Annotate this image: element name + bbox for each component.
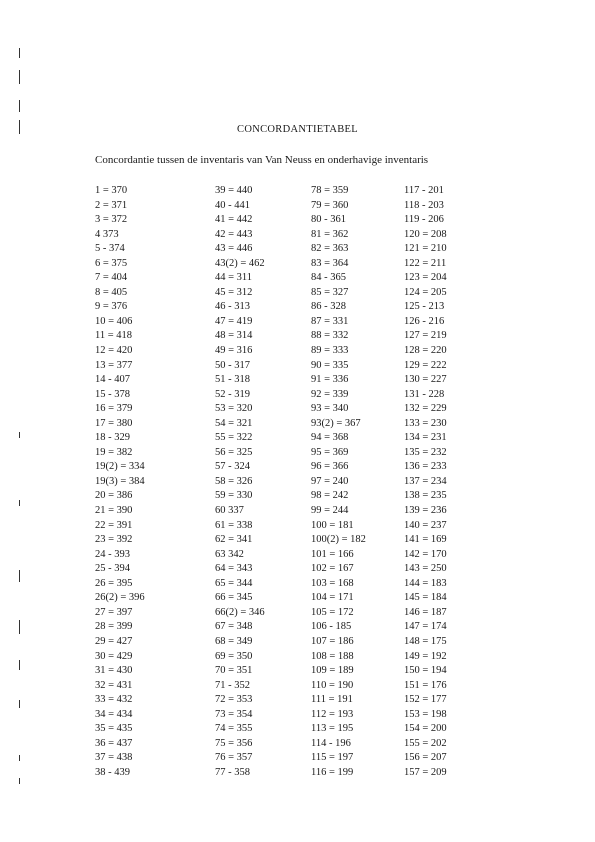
table-entry: 47 = 419 (215, 315, 253, 327)
table-entry: 79 = 360 (311, 199, 349, 211)
table-entry: 1 = 370 (95, 185, 128, 196)
table-entry: 16 = 379 (95, 403, 133, 415)
table-entry: 91 = 336 (311, 374, 349, 386)
table-entry: 104 = 171 (311, 592, 354, 604)
table-entry: 94 = 368 (311, 432, 349, 444)
table-entry: 26 = 395 (95, 577, 133, 589)
table-entry: 112 = 193 (311, 708, 354, 720)
table-entry: 76 = 357 (215, 752, 253, 764)
table-entry: 129 = 222 (404, 359, 447, 371)
table-entry: 43(2) = 462 (215, 257, 265, 269)
table-entry: 23 = 392 (95, 534, 133, 546)
table-entry: 28 = 399 (95, 621, 133, 633)
table-entry: 86 - 328 (311, 301, 346, 313)
table-entry: 156 = 207 (404, 752, 447, 764)
table-entry: 134 = 231 (404, 432, 447, 444)
table-column-1 (95, 184, 145, 780)
table-entry: 72 = 353 (215, 694, 253, 706)
table-entry: 42 = 443 (215, 228, 253, 240)
table-entry: 37 = 438 (95, 752, 133, 764)
table-entry: 31 = 430 (95, 665, 133, 677)
table-entry: 63 342 (215, 548, 244, 560)
scan-mark (19, 120, 20, 134)
table-entry: 74 = 355 (215, 723, 253, 735)
table-entry: 55 = 322 (215, 432, 253, 444)
table-entry: 70 = 351 (215, 665, 253, 677)
table-entry: 142 = 170 (404, 548, 447, 560)
table-entry: 34 = 434 (95, 708, 133, 720)
scan-mark (19, 755, 20, 761)
scan-mark (19, 48, 20, 58)
table-entry: 152 = 177 (404, 694, 447, 706)
table-entry: 136 = 233 (404, 461, 447, 473)
table-entry: 109 = 189 (311, 665, 354, 677)
table-entry: 30 = 429 (95, 650, 133, 662)
table-entry: 73 = 354 (215, 708, 253, 720)
table-entry: 44 = 311 (215, 272, 253, 284)
table-entry: 105 = 172 (311, 606, 354, 618)
table-entry: 10 = 406 (95, 315, 133, 327)
table-entry: 118 - 203 (404, 199, 444, 211)
table-entry: 32 = 431 (95, 679, 133, 691)
table-entry: 8 = 405 (95, 286, 128, 298)
scan-mark (19, 500, 20, 506)
table-entry: 119 - 206 (404, 214, 444, 226)
table-entry: 97 = 240 (311, 475, 349, 487)
table-entry: 155 = 202 (404, 737, 447, 749)
table-entry: 99 = 244 (311, 505, 349, 517)
table-entry: 145 = 184 (404, 592, 447, 604)
table-entry: 60 337 (215, 505, 244, 517)
table-entry: 4 373 (95, 228, 119, 240)
table-entry: 62 = 341 (215, 534, 253, 546)
table-entry: 107 = 186 (311, 635, 354, 647)
scan-mark (19, 432, 20, 438)
table-entry: 7 = 404 (95, 272, 128, 284)
table-entry: 116 = 199 (311, 766, 354, 778)
table-entry: 38 - 439 (95, 766, 130, 778)
table-entry: 49 = 316 (215, 345, 253, 357)
table-entry: 11 = 418 (95, 330, 133, 342)
table-entry: 85 = 327 (311, 286, 349, 298)
page-subtitle: Concordantie tussen de inventaris van Van Neuss en onderhavige inventaris (95, 154, 429, 166)
scan-mark (19, 620, 20, 634)
table-entry: 153 = 198 (404, 708, 447, 720)
table-entry: 96 = 366 (311, 461, 349, 473)
table-entry: 59 = 330 (215, 490, 253, 502)
table-entry: 102 = 167 (311, 563, 354, 575)
table-entry: 140 = 237 (404, 519, 447, 531)
scan-mark (19, 700, 20, 708)
table-entry: 5 - 374 (95, 243, 125, 255)
table-entry: 22 = 391 (95, 519, 133, 531)
table-entry: 77 - 358 (215, 766, 250, 778)
table-entry: 66 = 345 (215, 592, 253, 604)
table-entry: 157 = 209 (404, 766, 447, 778)
table-entry: 84 - 365 (311, 272, 346, 284)
table-entry: 53 = 320 (215, 403, 253, 415)
table-entry: 92 = 339 (311, 388, 349, 400)
table-entry: 3 = 372 (95, 214, 128, 226)
table-entry: 95 = 369 (311, 446, 349, 458)
table-entry: 151 = 176 (404, 679, 447, 691)
table-entry: 130 = 227 (404, 374, 447, 386)
table-entry: 83 = 364 (311, 257, 349, 269)
table-entry: 154 = 200 (404, 723, 447, 735)
table-entry: 17 = 380 (95, 417, 133, 429)
table-entry: 75 = 356 (215, 737, 253, 749)
table-entry: 114 - 196 (311, 737, 351, 749)
scan-mark (19, 778, 20, 784)
table-entry: 78 = 359 (311, 185, 349, 196)
table-entry: 66(2) = 346 (215, 606, 265, 618)
table-entry: 56 = 325 (215, 446, 253, 458)
table-entry: 113 = 195 (311, 723, 354, 735)
table-entry: 51 - 318 (215, 374, 250, 386)
table-entry: 111 = 191 (311, 694, 353, 706)
table-entry: 150 = 194 (404, 665, 447, 677)
table-entry: 120 = 208 (404, 228, 447, 240)
table-entry: 128 = 220 (404, 345, 447, 357)
table-entry: 110 = 190 (311, 679, 354, 691)
table-entry: 24 - 393 (95, 548, 130, 560)
table-entry: 46 - 313 (215, 301, 250, 313)
table-entry: 123 = 204 (404, 272, 447, 284)
table-entry: 100 = 181 (311, 519, 354, 531)
table-column-4 (404, 184, 447, 780)
table-entry: 138 = 235 (404, 490, 447, 502)
scan-mark (19, 100, 20, 112)
table-entry: 6 = 375 (95, 257, 128, 269)
table-entry: 69 = 350 (215, 650, 253, 662)
table-entry: 48 = 314 (215, 330, 253, 342)
table-entry: 33 = 432 (95, 694, 133, 706)
table-entry: 57 - 324 (215, 461, 250, 473)
table-entry: 81 = 362 (311, 228, 349, 240)
table-entry: 100(2) = 182 (311, 534, 366, 546)
table-entry: 139 = 236 (404, 505, 447, 517)
table-column-3 (311, 184, 366, 780)
table-entry: 68 = 349 (215, 635, 253, 647)
table-entry: 143 = 250 (404, 563, 447, 575)
table-entry: 125 - 213 (404, 301, 445, 313)
table-entry: 20 = 386 (95, 490, 133, 502)
table-entry: 19 = 382 (95, 446, 133, 458)
table-entry: 131 - 228 (404, 388, 445, 400)
table-entry: 132 = 229 (404, 403, 447, 415)
table-entry: 133 = 230 (404, 417, 447, 429)
table-entry: 14 - 407 (95, 374, 130, 386)
table-entry: 80 - 361 (311, 214, 346, 226)
table-entry: 61 = 338 (215, 519, 253, 531)
table-entry: 2 = 371 (95, 199, 128, 211)
table-entry: 93 = 340 (311, 403, 349, 415)
table-entry: 108 = 188 (311, 650, 354, 662)
table-entry: 135 = 232 (404, 446, 447, 458)
table-entry: 87 = 331 (311, 315, 349, 327)
table-entry: 101 = 166 (311, 548, 354, 560)
table-entry: 26(2) = 396 (95, 592, 145, 604)
table-entry: 124 = 205 (404, 286, 447, 298)
table-entry: 71 - 352 (215, 679, 250, 691)
table-entry: 106 - 185 (311, 621, 352, 633)
table-entry: 137 = 234 (404, 475, 447, 487)
table-entry: 64 = 343 (215, 563, 253, 575)
table-entry: 52 - 319 (215, 388, 250, 400)
table-entry: 144 = 183 (404, 577, 447, 589)
table-entry: 89 = 333 (311, 345, 349, 357)
table-entry: 117 - 201 (404, 185, 444, 196)
table-entry: 35 = 435 (95, 723, 133, 735)
table-entry: 126 - 216 (404, 315, 445, 327)
table-entry: 67 = 348 (215, 621, 253, 633)
table-column-2 (215, 184, 265, 780)
table-entry: 9 = 376 (95, 301, 128, 313)
table-entry: 21 = 390 (95, 505, 133, 517)
concordance-table (0, 184, 595, 778)
table-entry: 29 = 427 (95, 635, 133, 647)
scan-mark (19, 70, 20, 84)
table-entry: 103 = 168 (311, 577, 354, 589)
table-entry: 27 = 397 (95, 606, 133, 618)
table-entry: 90 = 335 (311, 359, 349, 371)
table-entry: 15 - 378 (95, 388, 130, 400)
table-entry: 115 = 197 (311, 752, 354, 764)
page-title: CONCORDANTIETABEL (237, 124, 358, 135)
table-entry: 146 = 187 (404, 606, 447, 618)
table-entry: 149 = 192 (404, 650, 447, 662)
table-entry: 141 = 169 (404, 534, 447, 546)
table-entry: 36 = 437 (95, 737, 133, 749)
scan-mark (19, 660, 20, 670)
table-entry: 19(2) = 334 (95, 461, 145, 473)
table-entry: 82 = 363 (311, 243, 349, 255)
table-entry: 25 - 394 (95, 563, 130, 575)
table-entry: 58 = 326 (215, 475, 253, 487)
table-entry: 18 - 329 (95, 432, 130, 444)
table-entry: 12 = 420 (95, 345, 133, 357)
table-entry: 50 - 317 (215, 359, 250, 371)
table-entry: 147 = 174 (404, 621, 447, 633)
scan-mark (19, 570, 20, 582)
table-entry: 43 = 446 (215, 243, 253, 255)
table-entry: 41 = 442 (215, 214, 253, 226)
table-entry: 45 = 312 (215, 286, 253, 298)
table-entry: 98 = 242 (311, 490, 349, 502)
table-entry: 122 = 211 (404, 257, 447, 269)
table-entry: 19(3) = 384 (95, 475, 145, 487)
table-entry: 54 = 321 (215, 417, 253, 429)
table-entry: 93(2) = 367 (311, 417, 361, 429)
table-entry: 88 = 332 (311, 330, 349, 342)
table-entry: 148 = 175 (404, 635, 447, 647)
table-entry: 13 = 377 (95, 359, 133, 371)
table-entry: 39 = 440 (215, 185, 253, 196)
table-entry: 127 = 219 (404, 330, 447, 342)
table-entry: 65 = 344 (215, 577, 253, 589)
table-entry: 40 - 441 (215, 199, 250, 211)
table-entry: 121 = 210 (404, 243, 447, 255)
